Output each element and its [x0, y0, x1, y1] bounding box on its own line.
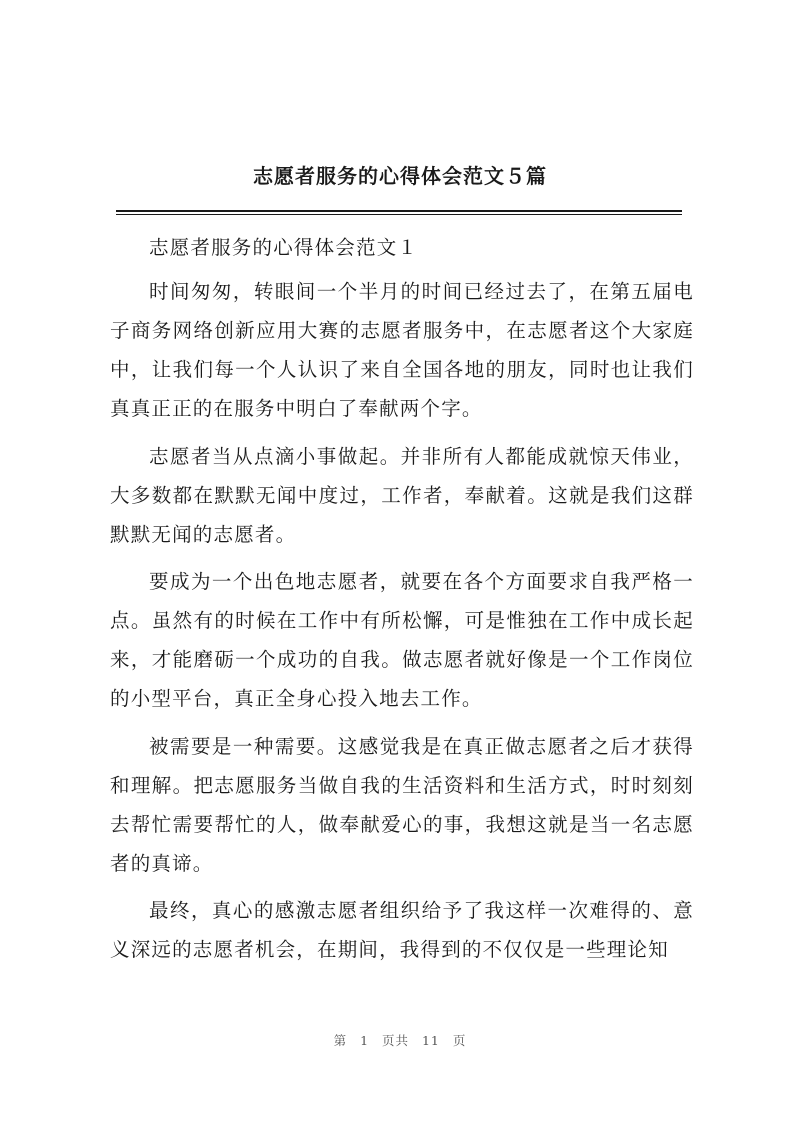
document-body: [110, 228, 694, 978]
paragraph-4: 被需要是一种需要。这感觉我是在真正做志愿者之后才获得和理解。把志愿服务当做自我的生活资料和生活方式，时时刻刻去帮忙需要帮忙的人，做奉献爱心的事，我想这就是当一名志愿者的真谛。: [110, 734, 694, 875]
paragraph-2: 志愿者当从点滴小事做起。并非所有人都能成就惊天伟业，大多数都在默默无闻中度过，工作者，奉献着。这就是我们这群默默无闻的志愿者。: [110, 444, 694, 546]
section-heading: 志愿者服务的心得体会范文１: [149, 236, 419, 259]
title-divider-thick: [116, 210, 682, 212]
paragraph-3: 要成为一个出色地志愿者，就要在各个方面要求自我严格一点。虽然有的时候在工作中有所松懈，可是惟独在工作中成长起来，才能磨砺一个成功的自我。做志愿者就好像是一个工作岗位的小型平台，真正全身心投入地去工作。: [110, 570, 694, 710]
paragraph-1: 时间匆匆，转眼间一个半月的时间已经过去了，在第五届电子商务网络创新应用大赛的志愿者服务中，在志愿者这个大家庭中，让我们每一个人认识了来自全国各地的朋友，同时也让我们真真正正的在服务中明白了奉献两个字。: [110, 280, 694, 420]
page-title: 志愿者服务的心得体会范文５篇: [253, 164, 547, 188]
title-divider-thin: [116, 214, 682, 215]
paragraph-5: 最终，真心的感激志愿者组织给予了我这样一次难得的、意义深远的志愿者机会，在期间，我得到的不仅仅是一些理论知: [110, 899, 694, 961]
page-number-footer: 第 1 页共 11 页: [333, 1033, 467, 1048]
